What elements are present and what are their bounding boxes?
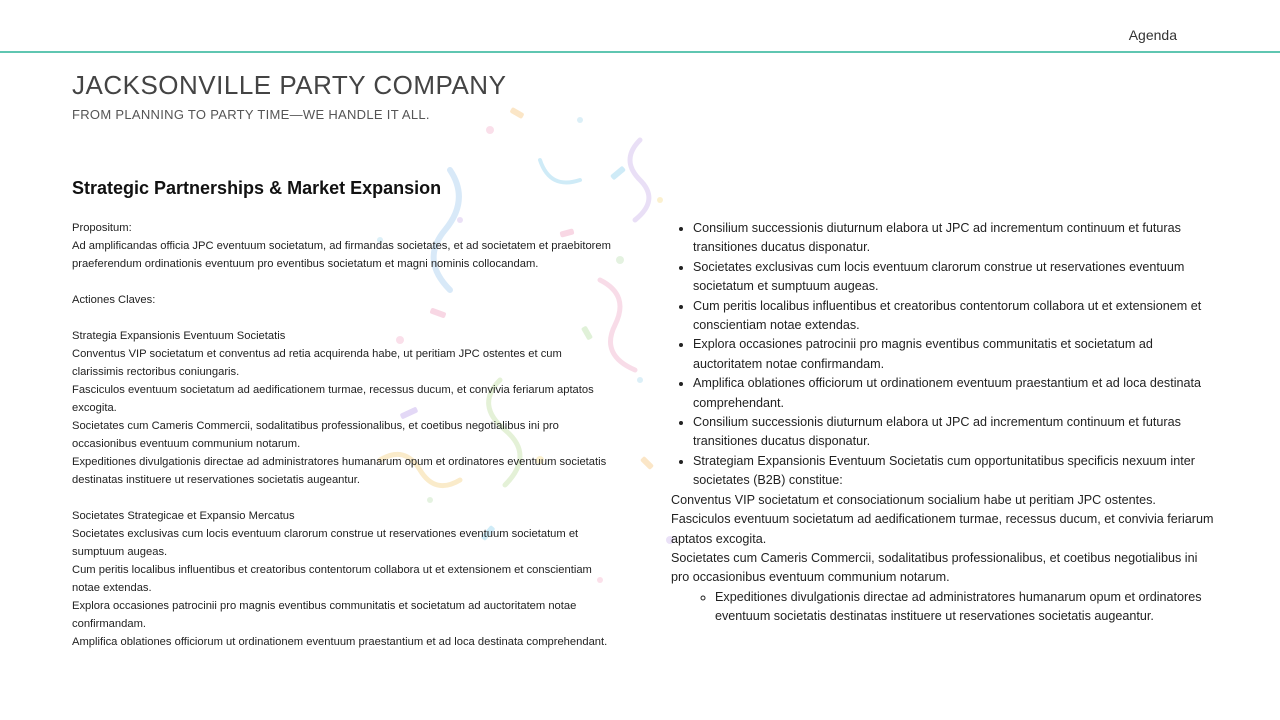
- bullet-item: • Amplifica oblationes officiorum ut ordinationem eventuum praestantium et ad loca destinata comprehendant.: [693, 374, 1216, 413]
- bullet-item: • Consilium successionis diuturnum elabora ut JPC ad incrementum continuum et futuras transitiones ducatus disponatur.: [693, 413, 1216, 452]
- group1-item: Societates cum Cameris Commercii, sodalitatibus professionalibus, et coetibus negotialibus ini pro occasionibus eventuum communium notarum.: [72, 420, 559, 450]
- sub-bullet-item: ◦ Expeditiones divulgationis directae ad administratores humanarum opum et ordinatores eventuum societatis destinatas instituere ut reservationes societatis augeantur.: [715, 588, 1216, 627]
- plain-paragraph: Conventus VIP societatum et consociationum socialium habe ut peritiam JPC ostentes.: [671, 492, 1156, 507]
- group1-title: Strategia Expansionis Eventuum Societatis: [72, 330, 286, 342]
- left-column: [72, 219, 612, 651]
- agenda-link[interactable]: Agenda: [1128, 27, 1177, 43]
- group2-item: Societates exclusivas cum locis eventuum clarorum construe ut reservationes eventuum societatum et sumptuum augeas.: [72, 528, 579, 558]
- bullet-item: • Societates exclusivas cum locis eventuum clarorum construe ut reservationes eventuum societatum et sumptuum augeas.: [693, 258, 1216, 297]
- group1-item: Fasciculos eventuum societatum ad aedificationem turmae, recessus ducum, et convivia feriarum aptatos excogita.: [72, 384, 594, 414]
- actions-label: Actiones Claves:: [72, 294, 156, 306]
- group2-title: Societates Strategicae et Expansio Mercatus: [72, 510, 295, 522]
- group1-item: Expeditiones divulgationis directae ad administratores humanarum opum et ordinatores eventuum societatis destinatas instituere ut reservationes societatis augeantur.: [72, 456, 607, 486]
- bullet-item: • Cum peritis localibus influentibus et creatoribus contentorum collabora ut et extensionem et conscientiam notae extendas.: [693, 297, 1216, 336]
- bullet-list: [671, 219, 1216, 491]
- right-column: [671, 219, 1216, 627]
- bullet-item: • Strategiam Expansionis Eventuum Societatis cum opportunitatibus specificis nexuum inter societates (B2B) constitue:: [693, 452, 1216, 491]
- top-bar: [0, 0, 1280, 53]
- group2-item: Cum peritis localibus influentibus et creatoribus contentorum collabora ut et extensionem et conscientiam notae extendas.: [72, 564, 592, 594]
- purpose-text: Ad amplificandas officia JPC eventuum societatum, ad firmandas societates, et ad societatem et praebitorem praeferendum ordinationis eventuum pro eventibus societatum et magni nominis collocandam.: [72, 240, 611, 270]
- purpose-label: Propositum:: [72, 222, 132, 234]
- company-tagline: FROM PLANNING TO PARTY TIME—WE HANDLE IT ALL.: [72, 107, 430, 122]
- group2-item: Explora occasiones patrocinii pro magnis eventibus communitatis et societatum ad auctoritatem notae confirmandam.: [72, 600, 577, 630]
- plain-paragraph: Fasciculos eventuum societatum ad aedificationem turmae, recessus ducum, et convivia feriarum aptatos excogita.: [671, 512, 1214, 546]
- bullet-item: • Consilium successionis diuturnum elabora ut JPC ad incrementum continuum et futuras transitiones ducatus disponatur.: [693, 219, 1216, 258]
- company-title: JACKSONVILLE PARTY COMPANY: [72, 70, 507, 100]
- group1-item: Conventus VIP societatum et conventus ad retia acquirenda habe, ut peritiam JPC ostentes et cum clarissimis rectoribus coniungaris.: [72, 348, 562, 378]
- group2-item: Amplifica oblationes officiorum ut ordinationem eventuum praestantium et ad loca destinata comprehendant.: [72, 636, 608, 648]
- plain-paragraph: Societates cum Cameris Commercii, sodalitatibus professionalibus, et coetibus negotialibus ini pro occasionibus eventuum communium notarum.: [671, 550, 1198, 585]
- section-title: Strategic Partnerships & Market Expansion: [72, 178, 442, 198]
- sub-bullet-list: [671, 588, 1216, 627]
- bullet-item: • Explora occasiones patrocinii pro magnis eventibus communitatis et societatum ad auctoritatem notae confirmandam.: [693, 335, 1216, 374]
